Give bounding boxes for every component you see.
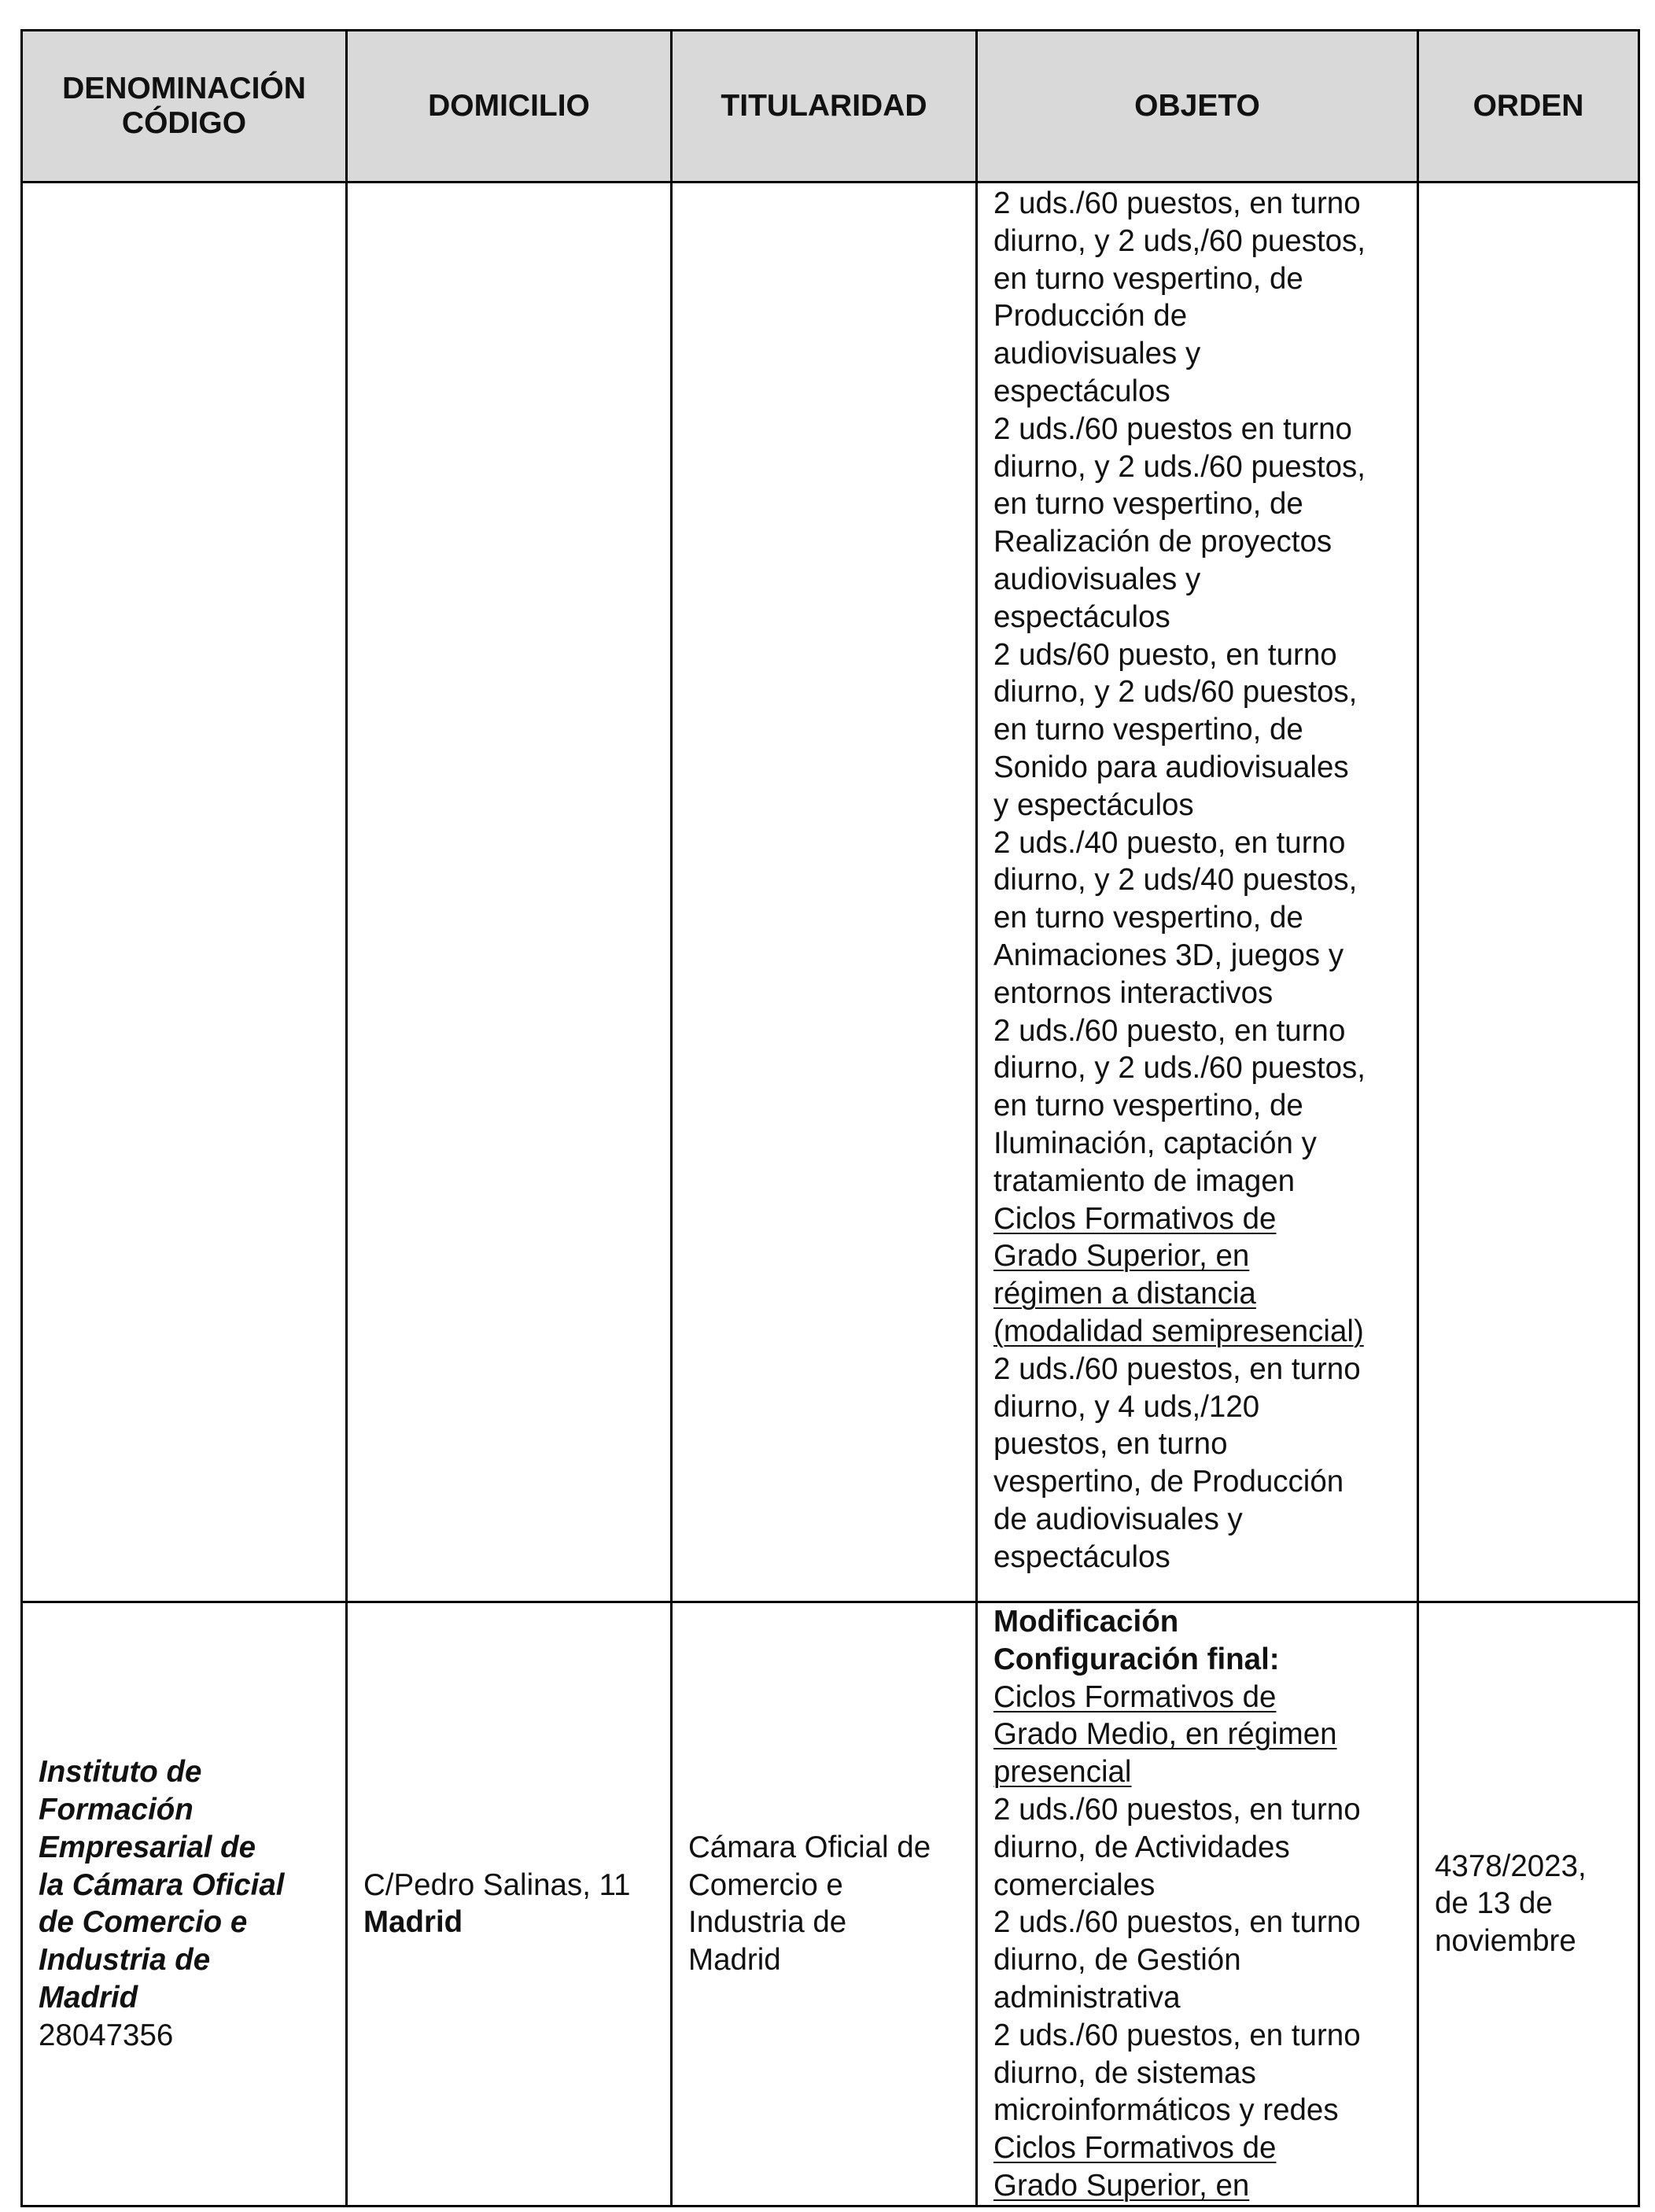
header-denominacion-label: DENOMINACIÓN — [62, 72, 306, 105]
objeto-line: diurno, y 2 uds./60 puestos, — [993, 1051, 1366, 1086]
objeto-line: Animaciones 3D, juegos y — [993, 938, 1344, 972]
objeto-line: espectáculos — [993, 374, 1170, 408]
header-titularidad: TITULARIDAD — [672, 31, 977, 182]
objeto-line: 2 uds./60 puestos, en turno — [993, 186, 1361, 220]
row1-titularidad-cell — [672, 182, 977, 1602]
objeto-line: diurno, y 2 uds./60 puestos, — [993, 449, 1366, 484]
objeto-line: administrativa — [993, 1980, 1181, 2015]
owner-line: Industria de — [688, 1905, 847, 1940]
objeto-line: audiovisuales y — [993, 337, 1201, 371]
objeto-line: 2 uds./60 puestos, en turno — [993, 1351, 1361, 1386]
objeto-line: (modalidad semipresencial) — [993, 1314, 1364, 1348]
objeto-line: Ciclos Formativos de — [993, 1679, 1277, 1714]
objeto-line: en turno vespertino, de — [993, 487, 1303, 522]
objeto-line: diurno, de sistemas — [993, 2055, 1256, 2090]
objeto-line: diurno, y 2 uds/60 puestos, — [993, 675, 1358, 710]
row1-denominacion-cell — [22, 182, 347, 1602]
row1-objeto-cell — [977, 182, 1418, 1602]
address-street: C/Pedro Salinas, 11 — [363, 1867, 631, 1902]
row1-objeto-lines — [993, 185, 1409, 1576]
institution-name-line: Madrid — [39, 1980, 138, 2015]
institution-name-line: Instituto de — [39, 1755, 202, 1790]
institution-name-line: de Comercio e — [39, 1905, 248, 1940]
institution-code: 28047356 — [39, 2018, 174, 2052]
objeto-line: Grado Medio, en régimen — [993, 1717, 1337, 1752]
objeto-line: en turno vespertino, de — [993, 901, 1303, 935]
row2-objeto-lines — [993, 1603, 1409, 2205]
header-row — [22, 31, 1639, 182]
objeto-line: Grado Superior, en — [993, 2168, 1250, 2203]
row2-objeto-cell — [977, 1602, 1418, 2206]
objeto-line: régimen a distancia — [993, 1277, 1256, 1311]
header-denominacion-codigo — [22, 31, 347, 182]
owner-line: Cámara Oficial de — [688, 1830, 931, 1864]
row2-domicilio-cell — [347, 1602, 672, 2206]
institution-name-line: Industria de — [39, 1943, 211, 1978]
objeto-line: 2 uds./60 puestos, en turno — [993, 1905, 1361, 1940]
address-city: Madrid — [363, 1905, 463, 1940]
row2-denominacion-cell — [22, 1602, 347, 2206]
objeto-line: de audiovisuales y — [993, 1502, 1243, 1536]
objeto-line: Grado Superior, en — [993, 1239, 1250, 1274]
objeto-line: diurno, y 2 uds,/60 puestos, — [993, 223, 1366, 258]
objeto-line: Iluminación, captación y — [993, 1126, 1317, 1160]
objeto-line: Ciclos Formativos de — [993, 2131, 1277, 2166]
order-line: de 13 de — [1435, 1886, 1553, 1921]
row2-orden-cell — [1418, 1602, 1639, 2206]
document-table — [20, 29, 1640, 2207]
objeto-line: 2 uds./60 puestos en turno — [993, 411, 1352, 446]
objeto-line: audiovisuales y — [993, 562, 1201, 596]
objeto-line: 2 uds./60 puesto, en turno — [993, 1013, 1346, 1048]
header-orden: ORDEN — [1418, 31, 1639, 182]
objeto-line: Modificación — [993, 1605, 1179, 1639]
objeto-line: diurno, y 4 uds,/120 — [993, 1389, 1260, 1424]
objeto-line: comerciales — [993, 1867, 1156, 1902]
owner-line: Comercio e — [688, 1867, 843, 1902]
objeto-line: tratamiento de imagen — [993, 1163, 1296, 1198]
objeto-line: Configuración final: — [993, 1642, 1280, 1676]
institution-name-line: la Cámara Oficial — [39, 1867, 285, 1902]
order-line: 4378/2023, — [1435, 1849, 1587, 1883]
objeto-line: diurno, de Gestión — [993, 1943, 1241, 1978]
objeto-line: Realización de proyectos — [993, 525, 1332, 559]
objeto-line: Producción de — [993, 299, 1188, 334]
table-row-continuation — [22, 182, 1639, 1602]
row1-domicilio-cell — [347, 182, 672, 1602]
objeto-line: en turno vespertino, de — [993, 713, 1303, 747]
objeto-line: Ciclos Formativos de — [993, 1201, 1277, 1236]
objeto-line: 2 uds./60 puestos, en turno — [993, 1792, 1361, 1827]
objeto-line: y espectáculos — [993, 787, 1194, 822]
objeto-line: espectáculos — [993, 1539, 1170, 1574]
table-row-instituto — [22, 1602, 1639, 2206]
objeto-line: microinformáticos y redes — [993, 2093, 1339, 2128]
objeto-line: 2 uds./60 puestos, en turno — [993, 2018, 1361, 2052]
row2-titularidad-cell — [672, 1602, 977, 2206]
objeto-line: vespertino, de Producción — [993, 1465, 1344, 1499]
institution-name-line: Formación — [39, 1792, 194, 1827]
header-domicilio: DOMICILIO — [347, 31, 672, 182]
objeto-line: diurno, y 2 uds/40 puestos, — [993, 863, 1358, 898]
row1-orden-cell — [1418, 182, 1639, 1602]
header-codigo-label: CÓDIGO — [121, 106, 247, 140]
owner-line: Madrid — [688, 1943, 781, 1978]
objeto-line: presencial — [993, 1755, 1132, 1790]
objeto-line: diurno, de Actividades — [993, 1830, 1290, 1864]
objeto-line: espectáculos — [993, 599, 1170, 634]
objeto-line: entornos interactivos — [993, 975, 1274, 1010]
order-line: noviembre — [1435, 1924, 1576, 1959]
objeto-line: 2 uds/60 puesto, en turno — [993, 637, 1337, 672]
header-objeto: OBJETO — [977, 31, 1418, 182]
institution-name-line: Empresarial de — [39, 1830, 256, 1864]
objeto-line: en turno vespertino, de — [993, 261, 1303, 296]
objeto-line: Sonido para audiovisuales — [993, 750, 1349, 784]
objeto-line: 2 uds./40 puesto, en turno — [993, 825, 1346, 860]
objeto-line: en turno vespertino, de — [993, 1089, 1303, 1123]
objeto-line: puestos, en turno — [993, 1427, 1228, 1462]
